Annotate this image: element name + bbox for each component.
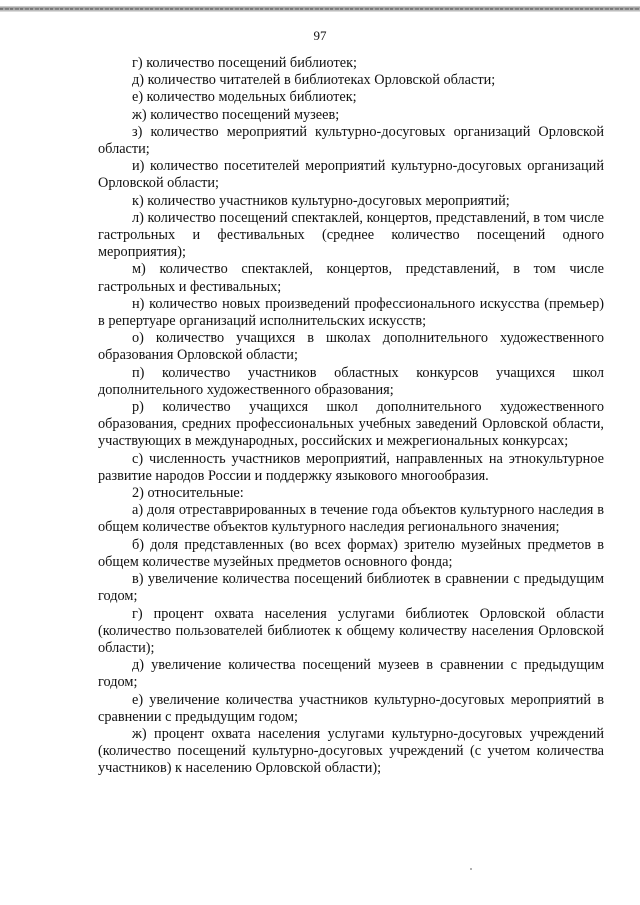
list-item: л) количество посещений спектаклей, концертов, представлений, в том числе гастрольных и фестивальных (среднее количество посещений одного мероприятия);	[98, 209, 604, 261]
list-item: н) количество новых произведений профессионального искусства (премьер) в репертуаре организаций исполнительских искусств;	[98, 295, 604, 330]
list-item: д) количество читателей в библиотеках Орловской области;	[132, 72, 496, 89]
list-item: к) количество участников культурно-досуговых мероприятий;	[132, 192, 510, 209]
scan-top-edge	[0, 6, 640, 12]
document-body	[98, 55, 604, 778]
scan-speck	[470, 868, 472, 870]
list-item: з) количество мероприятий культурно-досуговых организаций Орловской области;	[98, 123, 604, 158]
list-item: с) численность участников мероприятий, направленных на этнокультурное развитие народов России и поддержку языкового многообразия.	[98, 450, 604, 484]
list-item: г) количество посещений библиотек;	[132, 55, 358, 71]
list-item: г) процент охвата населения услугами библиотек Орловской области (количество пользователей библиотек к общему количеству населения Орловской области);	[98, 605, 604, 656]
list-item: о) количество учащихся в школах дополнительного художественного образования Орловской области;	[98, 330, 604, 364]
list-item: в) увеличение количества посещений библиотек в сравнении с предыдущим годом;	[98, 571, 604, 605]
list-item: б) доля представленных (во всех формах) зрителю музейных предметов в общем количестве музейных предметов основного фонда;	[98, 536, 604, 570]
list-item: е) увеличение количества участников культурно-досуговых мероприятий в сравнении с предыдущим годом;	[98, 691, 604, 725]
list-item: ж) процент охвата населения услугами культурно-досуговых учреждений (количество посещений культурно-досуговых учреждений (с учетом количества участников) к населению Орловской области);	[98, 725, 604, 777]
list-item: д) увеличение количества посещений музеев в сравнении с предыдущим годом;	[98, 657, 604, 691]
list-item: м) количество спектаклей, концертов, представлений, в том числе гастрольных и фестивальных;	[98, 261, 604, 295]
list-item: и) количество посетителей мероприятий культурно-досуговых организаций Орловской области;	[98, 158, 604, 192]
list-item: п) количество участников областных конкурсов учащихся школ дополнительного художественного образования;	[98, 364, 604, 398]
list-item: ж) количество посещений музеев;	[132, 106, 340, 123]
list-item: е) количество модельных библиотек;	[132, 89, 357, 106]
list-item: р) количество учащихся школ дополнительного художественного образования, средних профессиональных учебных заведений Орловской области, участвующих в международных, российских и межрегиональных конкурсах;	[98, 399, 604, 450]
section-heading: 2) относительные:	[132, 485, 244, 502]
list-item: а) доля отреставрированных в течение года объектов культурного наследия в общем количестве объектов культурного наследия регионального значения;	[98, 502, 604, 536]
page-number: 97	[313, 28, 327, 43]
